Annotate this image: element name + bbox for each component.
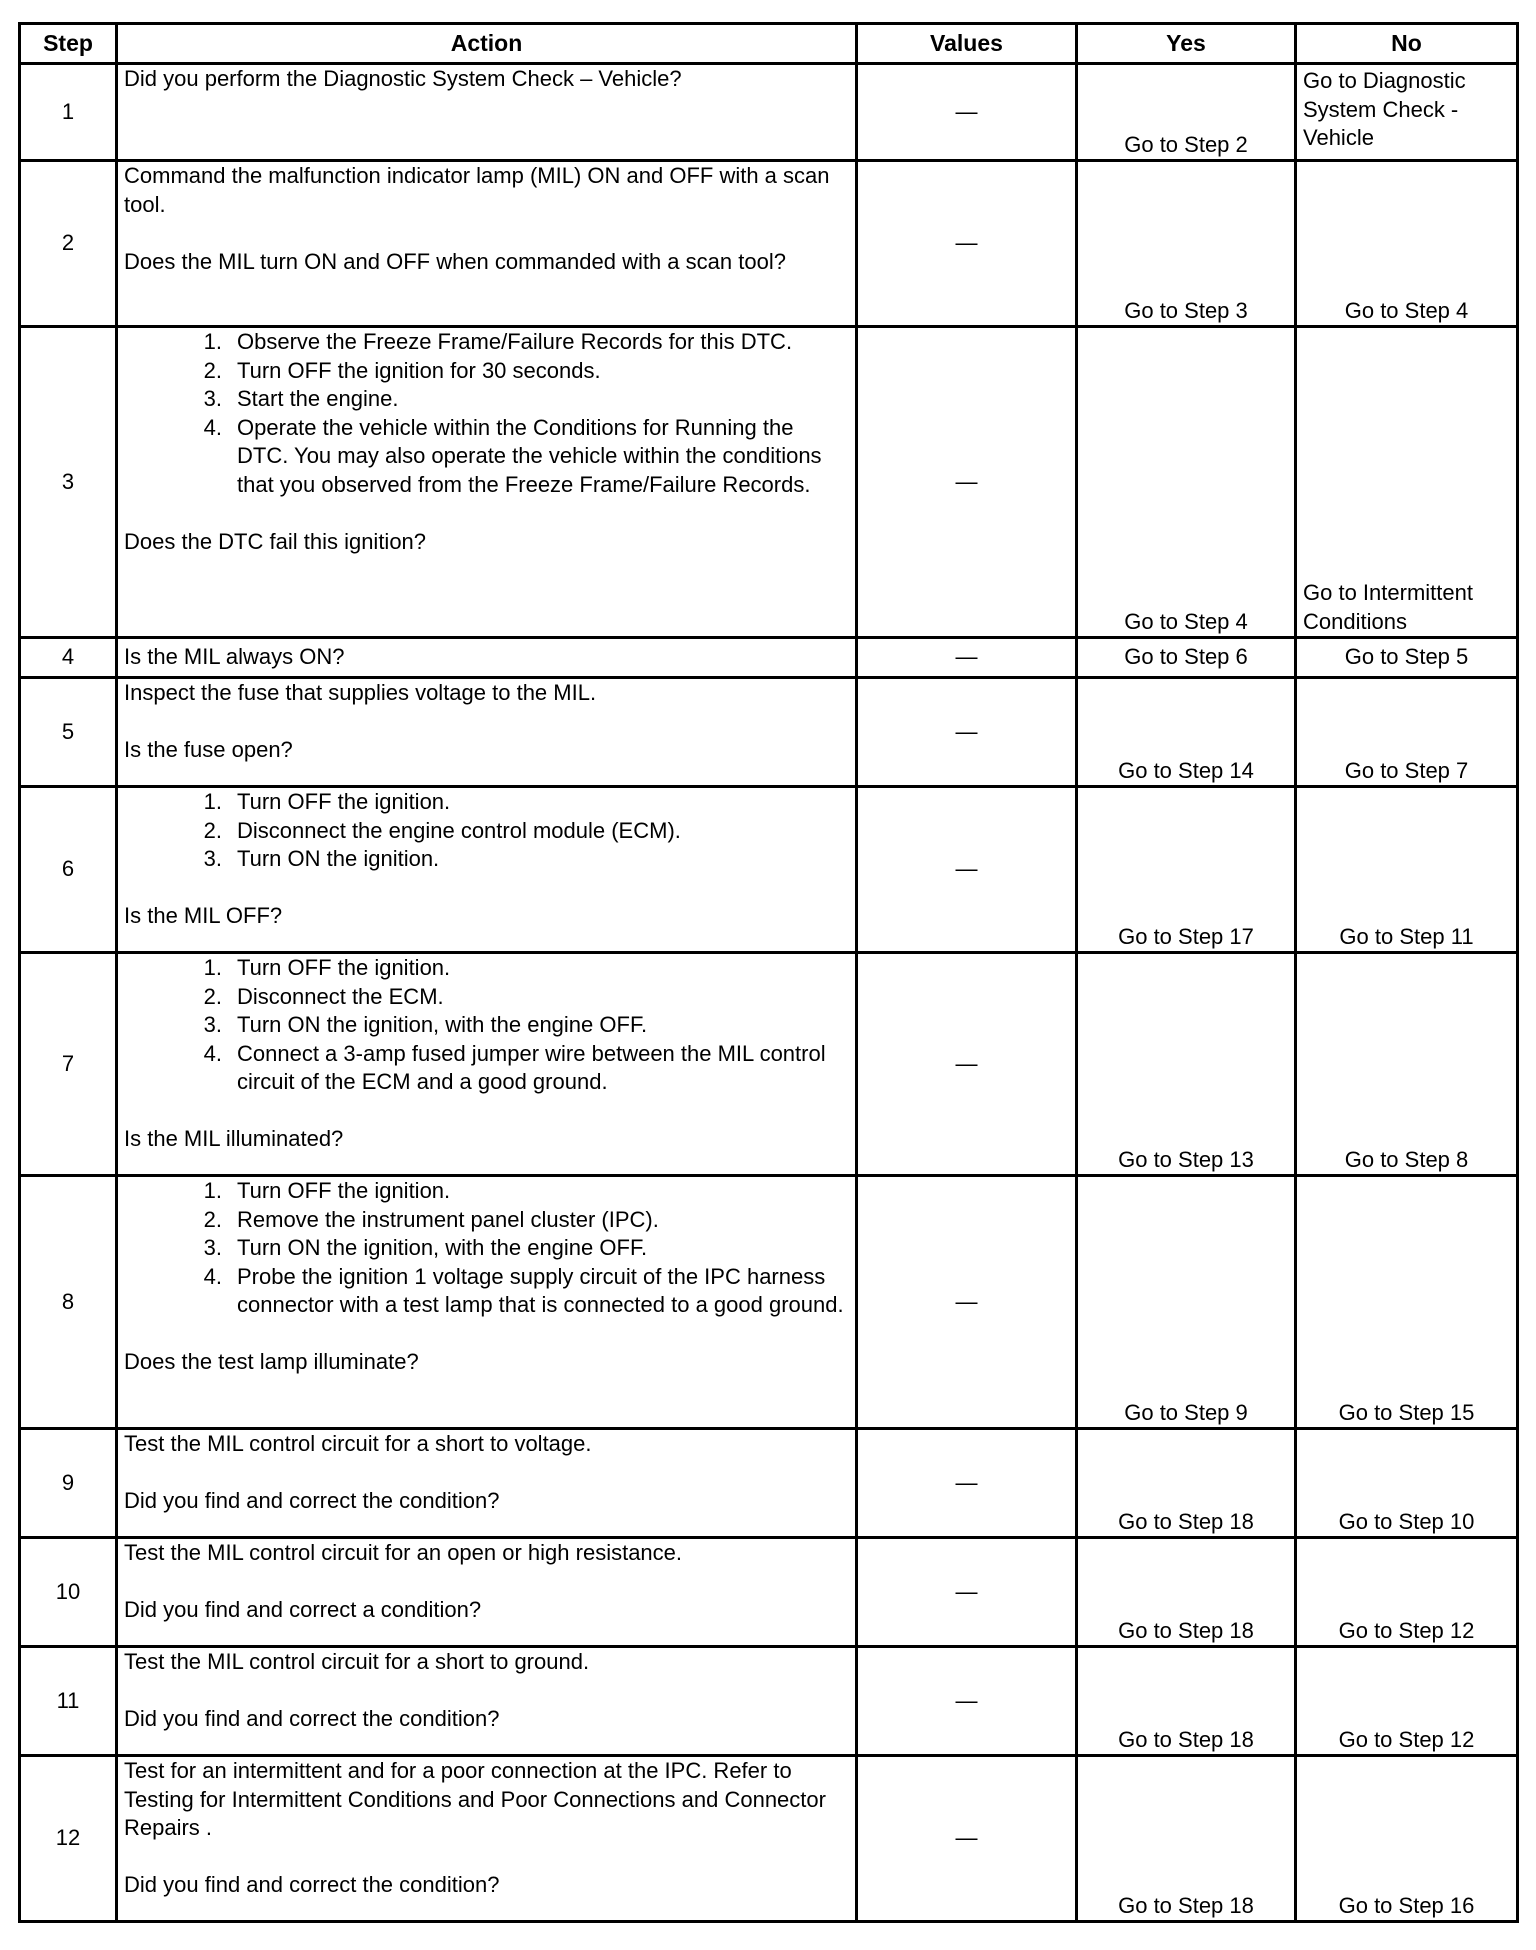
yes-cell: Go to Step 14 [1077, 678, 1296, 787]
table-row [20, 953, 1518, 1176]
procedure-step: 1. Observe the Freeze Frame/Failure Records for this DTC. [203, 329, 793, 354]
step-number: 1 [20, 64, 117, 161]
header-no: No [1296, 24, 1518, 64]
diagnostic-table [18, 22, 1519, 1923]
yes-cell: Go to Step 18 [1077, 1538, 1296, 1647]
action-cell [117, 1647, 857, 1756]
no-cell: Go to Step 7 [1296, 678, 1518, 787]
no-cell: Go to Diagnostic System Check - Vehicle [1296, 64, 1518, 161]
yes-cell: Go to Step 18 [1077, 1429, 1296, 1538]
table-row [20, 787, 1518, 953]
header-action: Action [117, 24, 857, 64]
table-row [20, 64, 1518, 161]
step-number: 11 [20, 1647, 117, 1756]
value-cell: — [857, 678, 1077, 787]
action-cell [117, 787, 857, 953]
action-cell [117, 1176, 857, 1429]
step-number: 8 [20, 1176, 117, 1429]
value-cell: — [857, 1538, 1077, 1647]
value-cell: — [857, 1176, 1077, 1429]
value-cell: — [857, 327, 1077, 638]
yes-cell: Go to Step 2 [1077, 64, 1296, 161]
action-cell [117, 1429, 857, 1538]
step-number: 9 [20, 1429, 117, 1538]
no-cell: Go to Step 12 [1296, 1647, 1518, 1756]
action-cell [117, 161, 857, 327]
procedure-step: 1. Turn OFF the ignition. [203, 789, 451, 814]
procedure-step: 3. Start the engine. [203, 386, 399, 411]
action-cell [117, 327, 857, 638]
yes-cell: Go to Step 9 [1077, 1176, 1296, 1429]
step-number: 5 [20, 678, 117, 787]
action-cell [117, 953, 857, 1176]
table-row [20, 327, 1518, 638]
action-question: Is the MIL OFF? [124, 903, 283, 928]
action-question: Does the DTC fail this ignition? [124, 528, 427, 554]
procedure-step: 2. Disconnect the engine control module (ECM). [203, 817, 681, 843]
value-cell: — [857, 1647, 1077, 1756]
action-question: Did you find and correct the condition? [124, 1488, 500, 1513]
step-number: 4 [20, 638, 117, 678]
value-cell: — [857, 1429, 1077, 1538]
procedure-step: 2. Disconnect the ECM. [203, 983, 444, 1009]
no-cell: Go to Step 16 [1296, 1756, 1518, 1922]
action-instruction: Inspect the fuse that supplies voltage to the MIL. [124, 680, 597, 705]
action-cell [117, 1538, 857, 1647]
table-row [20, 161, 1518, 327]
procedure-step: 3. Turn ON the ignition. [203, 846, 440, 871]
table-row [20, 1647, 1518, 1756]
procedure-step: 2. Remove the instrument panel cluster (IPC). [203, 1206, 659, 1232]
yes-cell: Go to Step 6 [1077, 638, 1296, 678]
action-question: Does the test lamp illuminate? [124, 1349, 419, 1374]
procedure-step: 4. Connect a 3-amp fused jumper wire between the MIL control circuit of the ECM and a good ground. [203, 1040, 826, 1094]
header-yes: Yes [1077, 24, 1296, 64]
action-cell [117, 1756, 857, 1922]
no-cell: Go to Intermittent Conditions [1296, 327, 1518, 638]
table-row [20, 678, 1518, 787]
action-question: Is the fuse open? [124, 737, 293, 762]
no-cell: Go to Step 5 [1296, 638, 1518, 678]
value-cell: — [857, 64, 1077, 161]
yes-cell: Go to Step 17 [1077, 787, 1296, 953]
action-question: Did you find and correct the condition? [124, 1872, 500, 1897]
procedure-step: 2. Turn OFF the ignition for 30 seconds. [203, 357, 601, 383]
procedure-step: 3. Turn ON the ignition, with the engine OFF. [203, 1235, 648, 1260]
value-cell: — [857, 1756, 1077, 1922]
action-question: Did you find and correct a condition? [124, 1597, 482, 1622]
action-instruction: Did you perform the Diagnostic System Check – Vehicle? [124, 66, 682, 91]
yes-cell: Go to Step 3 [1077, 161, 1296, 327]
procedure-step: 1. Turn OFF the ignition. [203, 955, 451, 980]
action-question: Is the MIL always ON? [124, 644, 345, 670]
yes-cell: Go to Step 18 [1077, 1756, 1296, 1922]
yes-cell: Go to Step 4 [1077, 327, 1296, 638]
procedure-step: 4. Operate the vehicle within the Conditions for Running the DTC. You may also operate the vehicle within the conditions that you observed from the Freeze Frame/Failure Records. [203, 414, 822, 497]
step-number: 10 [20, 1538, 117, 1647]
action-question: Did you find and correct the condition? [124, 1706, 500, 1731]
yes-cell: Go to Step 18 [1077, 1647, 1296, 1756]
action-instruction: Test the MIL control circuit for an open or high resistance. [124, 1540, 683, 1565]
procedure-step: 4. Probe the ignition 1 voltage supply circuit of the IPC harness connector with a test lamp that is connected to a good ground. [203, 1263, 844, 1317]
table-row [20, 1756, 1518, 1922]
action-instruction: Test for an intermittent and for a poor connection at the IPC. Refer to Testing for Intermittent Conditions and Poor Connections and Connector Repairs . [124, 1758, 826, 1840]
yes-cell: Go to Step 13 [1077, 953, 1296, 1176]
header-row [20, 24, 1518, 64]
table-row [20, 1429, 1518, 1538]
header-values: Values [857, 24, 1077, 64]
action-instruction: Test the MIL control circuit for a short to ground. [124, 1649, 590, 1674]
action-instruction: Command the malfunction indicator lamp (MIL) ON and OFF with a scan tool. [124, 163, 830, 217]
value-cell: — [857, 787, 1077, 953]
step-number: 12 [20, 1756, 117, 1922]
procedure-step: 1. Turn OFF the ignition. [203, 1178, 451, 1203]
step-number: 3 [20, 327, 117, 638]
action-cell [117, 678, 857, 787]
action-cell [117, 64, 857, 161]
procedure-step: 3. Turn ON the ignition, with the engine OFF. [203, 1012, 648, 1037]
value-cell: — [857, 638, 1077, 678]
action-cell [117, 638, 857, 678]
step-number: 7 [20, 953, 117, 1176]
table-row [20, 1176, 1518, 1429]
no-cell: Go to Step 8 [1296, 953, 1518, 1176]
value-cell: — [857, 161, 1077, 327]
no-cell: Go to Step 12 [1296, 1538, 1518, 1647]
action-question: Is the MIL illuminated? [124, 1126, 344, 1151]
header-step: Step [20, 24, 117, 64]
table-row [20, 1538, 1518, 1647]
no-cell: Go to Step 15 [1296, 1176, 1518, 1429]
step-number: 2 [20, 161, 117, 327]
step-number: 6 [20, 787, 117, 953]
no-cell: Go to Step 10 [1296, 1429, 1518, 1538]
no-cell: Go to Step 4 [1296, 161, 1518, 327]
no-cell: Go to Step 11 [1296, 787, 1518, 953]
action-instruction: Test the MIL control circuit for a short to voltage. [124, 1431, 592, 1456]
table-row [20, 638, 1518, 678]
value-cell: — [857, 953, 1077, 1176]
action-question: Does the MIL turn ON and OFF when commanded with a scan tool? [124, 248, 786, 274]
